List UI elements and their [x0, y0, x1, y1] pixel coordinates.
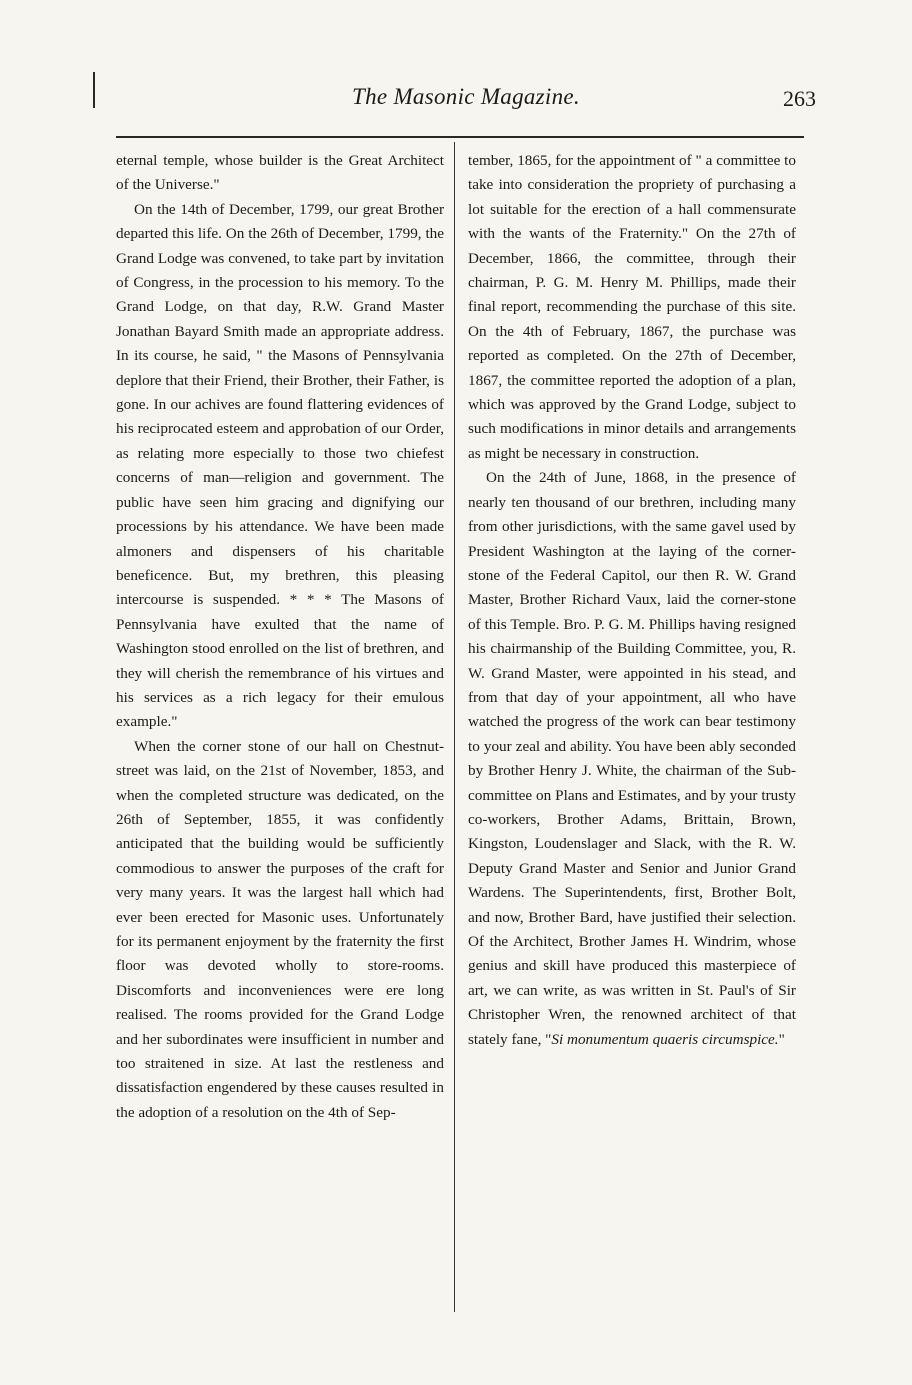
page-number: 263 — [783, 86, 816, 111]
paragraph-text: On the 24th of June, 1868, in the presence of nearly ten thousand of our brethren, including many from other jurisdictions, with the same gavel used by President Washington at the laying of the corner-stone of the Federal Capitol, our then R. W. Grand Master, Brother Richard Vaux, laid the corner-stone of this Temple. Bro. P. G. M. Phillips having resigned his chairmanship of the Building Committee, you, R. W. Grand Master, were appointed in his stead, and from that day of your appointment, all who have watched the progress of the work can bear testimony to your zeal and ability. You have been ably seconded by Brother Henry J. White, the chairman of the Sub-committee on Plans and Estimates, and by your trusty co-workers, Brother Adams, Brittain, Brown, Kingston, Loudenslager and Slack, with the R. W. Deputy Grand Master and Senior and Junior Grand Wardens. The Superintendents, first, Brother Bolt, and now, Brother Bard, have justified their selection. Of the Architect, Brother James H. Windrim, whose genius and skill have produced this masterpiece of art, we can write, as was written in St. Paul's of Sir Christopher Wren, the renowned architect of that stately fane, " — [468, 469, 796, 1048]
latin-quotation: Si monumentum quaeris circumspice. — [551, 1030, 779, 1048]
right-column — [468, 149, 796, 1052]
header-rule — [116, 136, 804, 138]
paragraph: tember, 1865, for the appointment of " a committee to take into consideration the propriety of purchasing a lot suitable for the erection of a hall commensurate with the wants of the Fraternity." On the 27th of December, 1866, the committee, through their chairman, P. G. M. Henry M. Phillips, made their final report, recommending the purchase of this site. On the 4th of February, 1867, the purchase was reported as completed. On the 27th of December, 1867, the committee reported the adoption of a plan, which was approved by the Grand Lodge, subject to such modifications in minor details and arrangements as might be necessary in construction. — [468, 152, 796, 462]
left-column — [116, 149, 444, 1125]
closing-quote: " — [778, 1030, 785, 1048]
paragraph: eternal temple, whose builder is the Great Architect of the Universe." — [116, 152, 444, 194]
margin-mark — [93, 72, 95, 108]
paragraph: When the corner stone of our hall on Chestnut-street was laid, on the 21st of November, 1853, and when the completed structure was dedicated, on the 26th of September, 1855, it was confidently anticipated that the building would be sufficiently commodious to answer the purposes of the craft for very many years. It was the largest hall which had ever been erected for Masonic uses. Unfortunately for its permanent enjoyment by the fraternity the first floor was devoted wholly to store-rooms. Discomforts and inconveniences were ere long realised. The rooms provided for the Grand Lodge and her subordinates were insufficient in number and too straitened in size. At last the restleness and dissatisfaction engendered by these causes resulted in the adoption of a resolution on the 4th of Sep- — [116, 737, 444, 1121]
column-divider — [454, 142, 455, 1312]
running-title: The Masonic Magazine. — [352, 84, 580, 109]
paragraph — [468, 466, 796, 1052]
paragraph: On the 14th of December, 1799, our great Brother departed this life. On the 26th of December, 1799, the Grand Lodge was convened, to take part by invitation of Congress, in the procession to his memory. To the Grand Lodge, on that day, R.W. Grand Master Jonathan Bayard Smith made an appropriate address. In its course, he said, " the Masons of Pennsylvania deplore that their Friend, their Brother, their Father, is gone. In our achives are found flattering evidences of his reciprocated esteem and approbation of our Order, as relating more especially to those two chiefest concerns of man—religion and government. The public have seen him gracing and dignifying our processions by his attendance. We have been made almoners and dispensers of his charitable beneficence. But, my brethren, this pleasing intercourse is suspended. * * * The Masons of Pennsylvania have exulted that the name of Washington stood enrolled on the list of brethren, and they will cherish the remembrance of his virtues and his services as a rich legacy for their emulous example." — [116, 200, 444, 731]
running-head — [116, 84, 816, 124]
